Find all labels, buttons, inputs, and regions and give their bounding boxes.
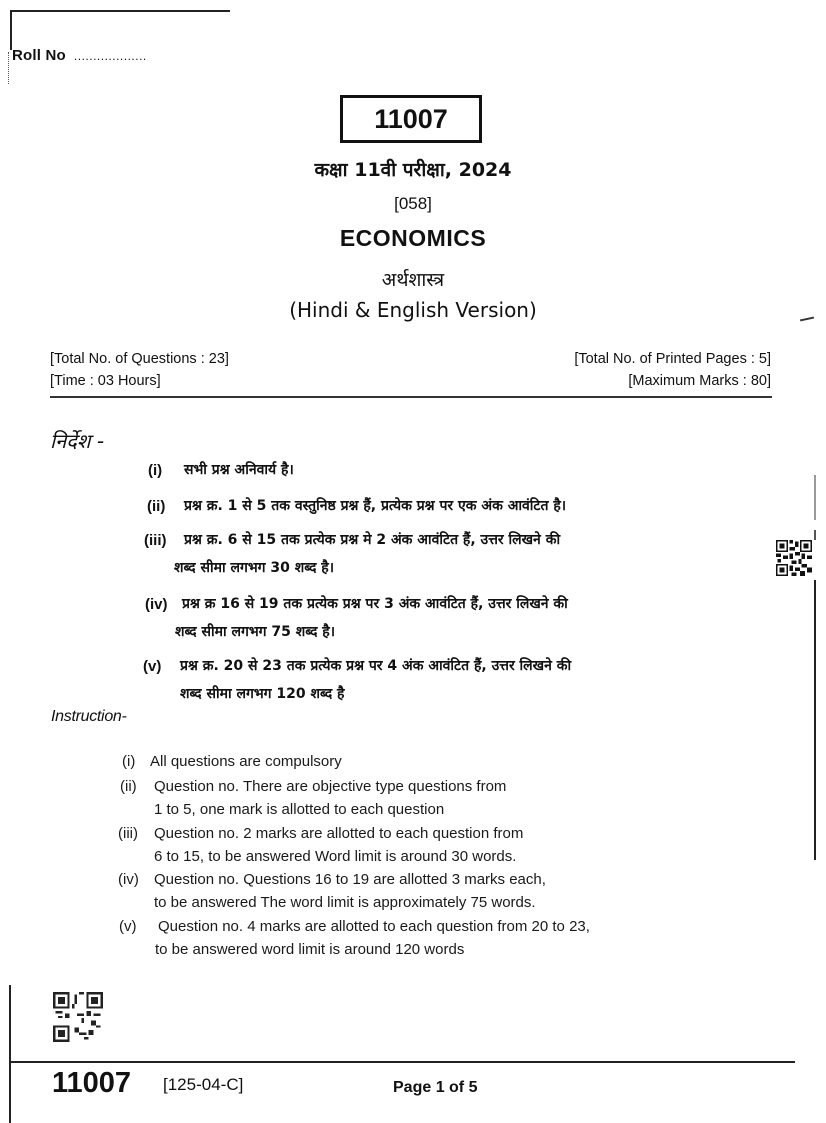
total-questions: [Total No. of Questions : 23] [50, 351, 229, 367]
roll-number-label: Roll No [12, 47, 66, 64]
item-text: प्रश्न क्र. 20 से 23 तक प्रत्येक प्रश्न पर 4 अंक आवंटित हैं, उत्तर लिखने की [180, 658, 572, 674]
printed-pages: [Total No. of Printed Pages : 5] [574, 351, 771, 367]
item-text-continued: शब्द सीमा लगभग 75 शब्द है। [175, 624, 336, 640]
item-number: (ii) [147, 498, 166, 515]
scan-border-top [10, 10, 230, 12]
item-text-continued: to be answered word limit is around 120 words [155, 941, 465, 958]
item-number: (iv) [118, 871, 139, 888]
item-text: Question no. Questions 16 to 19 are allotted 3 marks each, [154, 871, 546, 888]
footer-set-code: [125-04-C] [163, 1075, 244, 1094]
divider [50, 396, 772, 398]
item-number: (i) [122, 753, 136, 770]
subject-title-hindi: अर्थशास्त्र [381, 269, 445, 291]
footer-paper-code: 11007 [52, 1067, 132, 1099]
item-text-continued: to be answered The word limit is approximately 75 words. [154, 894, 536, 911]
time-allowed: [Time : 03 Hours] [50, 373, 161, 389]
item-text: All questions are compulsory [150, 753, 342, 770]
scan-border-left-top [10, 10, 12, 50]
item-number: (v) [143, 658, 162, 675]
roll-number-blank: ................... [73, 49, 147, 63]
item-text-continued: शब्द सीमा लगभग 120 शब्द है [180, 686, 345, 702]
instructions-heading-hindi: निर्देश - [50, 429, 105, 453]
scan-border-left-bottom [9, 985, 11, 1123]
item-text: Question no. 2 marks are allotted to each question from [154, 825, 524, 842]
paper-code-box [340, 95, 482, 143]
footer-divider [10, 1061, 795, 1063]
scan-border-right [814, 475, 816, 520]
item-text: Question no. 4 marks are allotted to each question from 20 to 23, [158, 918, 590, 935]
item-text: प्रश्न क्र. 6 से 15 तक प्रत्येक प्रश्न मे 2 अंक आवंटित हैं, उत्तर लिखने की [184, 532, 561, 548]
item-text-continued: शब्द सीमा लगभग 30 शब्द है। [174, 560, 335, 576]
subject-code: [058] [394, 194, 432, 213]
roll-number-field [12, 47, 147, 64]
qr-code-icon [52, 992, 104, 1042]
page-indicator: Page 1 of 5 [393, 1079, 478, 1096]
subject-title: ECONOMICS [339, 225, 487, 251]
item-number: (iii) [144, 532, 167, 549]
item-text-continued: 1 to 5, one mark is allotted to each question [154, 801, 445, 818]
item-text: प्रश्न क्र. 1 से 5 तक वस्तुनिष्ठ प्रश्न हैं, प्रत्येक प्रश्न पर एक अंक आवंटित है। [184, 498, 567, 514]
scan-border-right [814, 580, 816, 860]
item-number: (iv) [145, 596, 168, 613]
item-text: सभी प्रश्न अनिवार्य है। [184, 462, 294, 478]
item-number: (v) [119, 918, 137, 935]
item-number: (i) [148, 462, 163, 479]
qr-code-icon [776, 540, 812, 576]
maximum-marks: [Maximum Marks : 80] [628, 373, 771, 389]
scan-border-right [814, 530, 816, 540]
item-text-continued: 6 to 15, to be answered Word limit is around 30 words. [154, 848, 517, 865]
item-text: Question no. There are objective type questions from [154, 778, 507, 795]
instructions-heading-english: Instruction- [51, 708, 127, 725]
paper-code: 11007 [374, 103, 448, 134]
exam-title: कक्षा 11वी परीक्षा, 2024 [314, 159, 512, 181]
item-number: (ii) [120, 778, 137, 795]
version-label: (Hindi & English Version) [289, 298, 537, 322]
item-text: प्रश्न क्र 16 से 19 तक प्रत्येक प्रश्न पर 3 अंक आवंटित हैं, उत्तर लिखने की [182, 596, 568, 612]
item-number: (iii) [118, 825, 138, 842]
scan-border-dots [8, 52, 10, 84]
